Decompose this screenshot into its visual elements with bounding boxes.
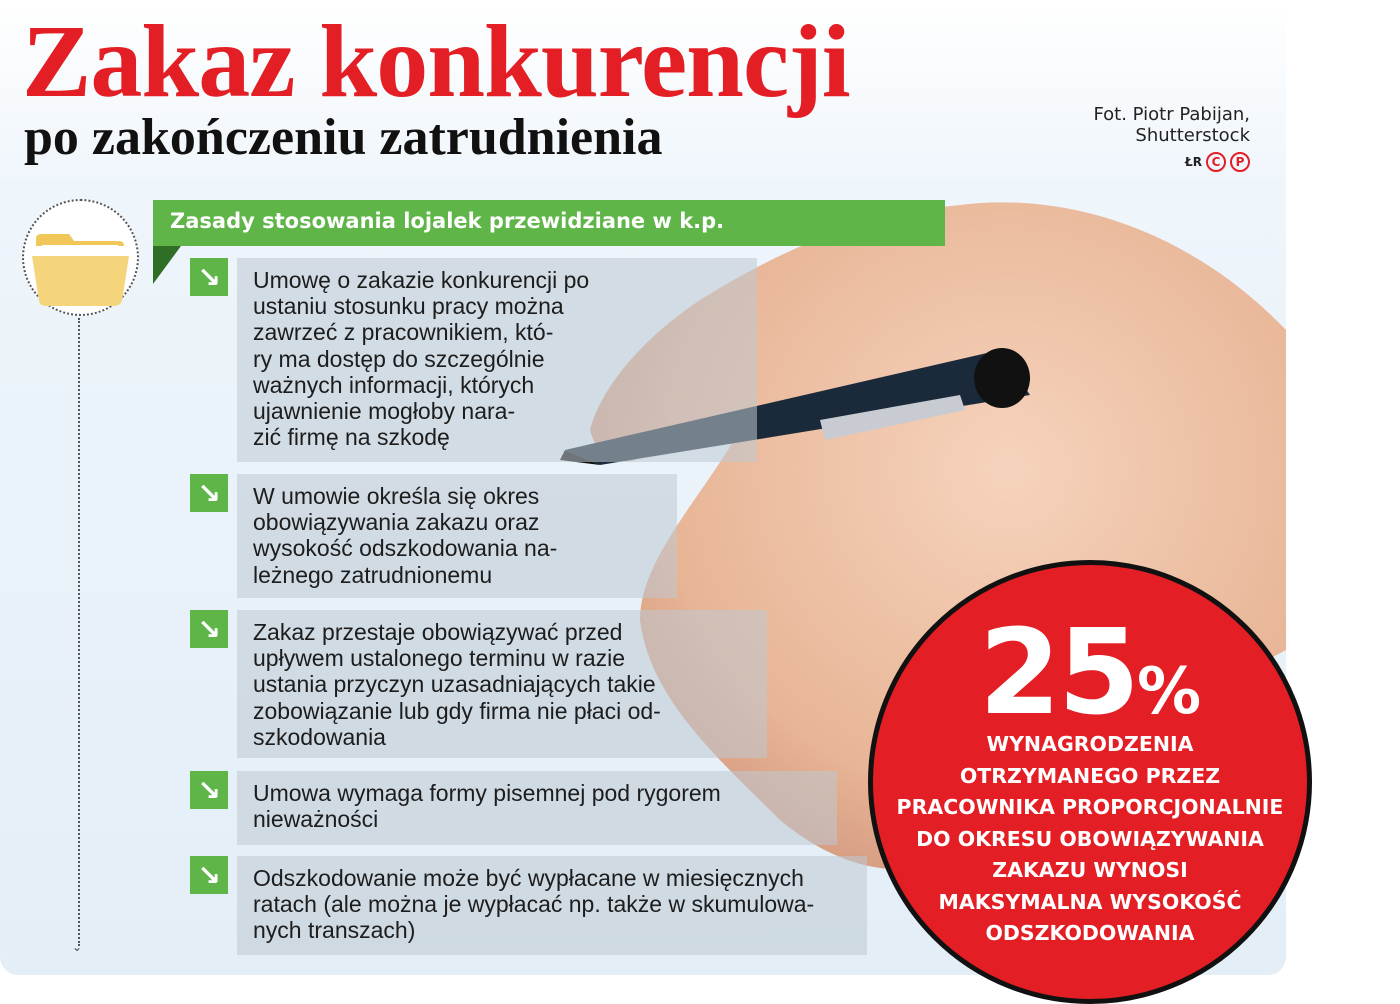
percent-number: 25 xyxy=(978,603,1138,741)
rule-item: Zakaz przestaje obowiązywać przed upływem ustalonego terminu w razie ustania przyczyn uzasadniających takie zobowiązanie lub gdy firma nie płaci od- szkodowania xyxy=(237,610,767,758)
arrow-icon: ↘ xyxy=(190,610,228,648)
percent-sign: % xyxy=(1137,655,1202,729)
rule-item: Umowa wymaga formy pisemnej pod rygorem nieważności xyxy=(237,771,837,845)
page-subtitle: po zakończeniu zatrudnienia xyxy=(24,109,663,166)
rule-item: Odszkodowanie może być wypłacane w miesięcznych ratach (ale można je wypłacać np. także w skumulowa- nych transzach) xyxy=(237,856,867,955)
page-title: Zakaz konkurencji xyxy=(22,4,850,119)
highlight-value xyxy=(873,603,1307,741)
section-heading: Zasady stosowania lojalek przewidziane w k.p. xyxy=(153,200,945,246)
arrow-icon: ↘ xyxy=(190,474,228,512)
copyright-marks xyxy=(1185,152,1250,172)
arrow-icon: ↘ xyxy=(190,258,228,296)
timeline-arrow-icon: ⌄ xyxy=(72,940,83,954)
credit-line-2: Shutterstock xyxy=(1135,125,1250,146)
highlight-text: WYNAGRODZENIA OTRZYMANEGO PRZEZ PRACOWNIKA PROPORCJONALNIE DO OKRESU OBOWIĄZYWANIA ZAKAZU WYNOSI MAKSYMALNA WYSOKOŚĆ ODSZKODOWANIA xyxy=(896,732,1284,945)
timeline-dotted-line xyxy=(78,318,80,946)
ribbon-fold xyxy=(153,246,181,284)
arrow-icon: ↘ xyxy=(190,771,228,809)
credit-line-1: Fot. Piotr Pabijan, xyxy=(1093,104,1250,125)
publisher-icon: P xyxy=(1230,152,1250,172)
arrow-icon: ↘ xyxy=(190,856,228,894)
photo-credit xyxy=(1093,104,1250,146)
highlight-badge xyxy=(868,560,1312,1004)
author-mark: ŁR xyxy=(1185,155,1202,169)
rule-item: Umowę o zakazie konkurencji po ustaniu stosunku pracy można zawrzeć z pracownikiem, któ- ry ma dostęp do szczególnie ważnych informacji, których ujawnienie mogłoby nara- zić firmę na szkodę xyxy=(237,258,757,462)
copyright-icon: C xyxy=(1206,152,1226,172)
rule-item: W umowie określa się okres obowiązywania zakazu oraz wysokość odszkodowania na- leżnego zatrudnionemu xyxy=(237,474,677,598)
folder-icon xyxy=(22,199,139,316)
